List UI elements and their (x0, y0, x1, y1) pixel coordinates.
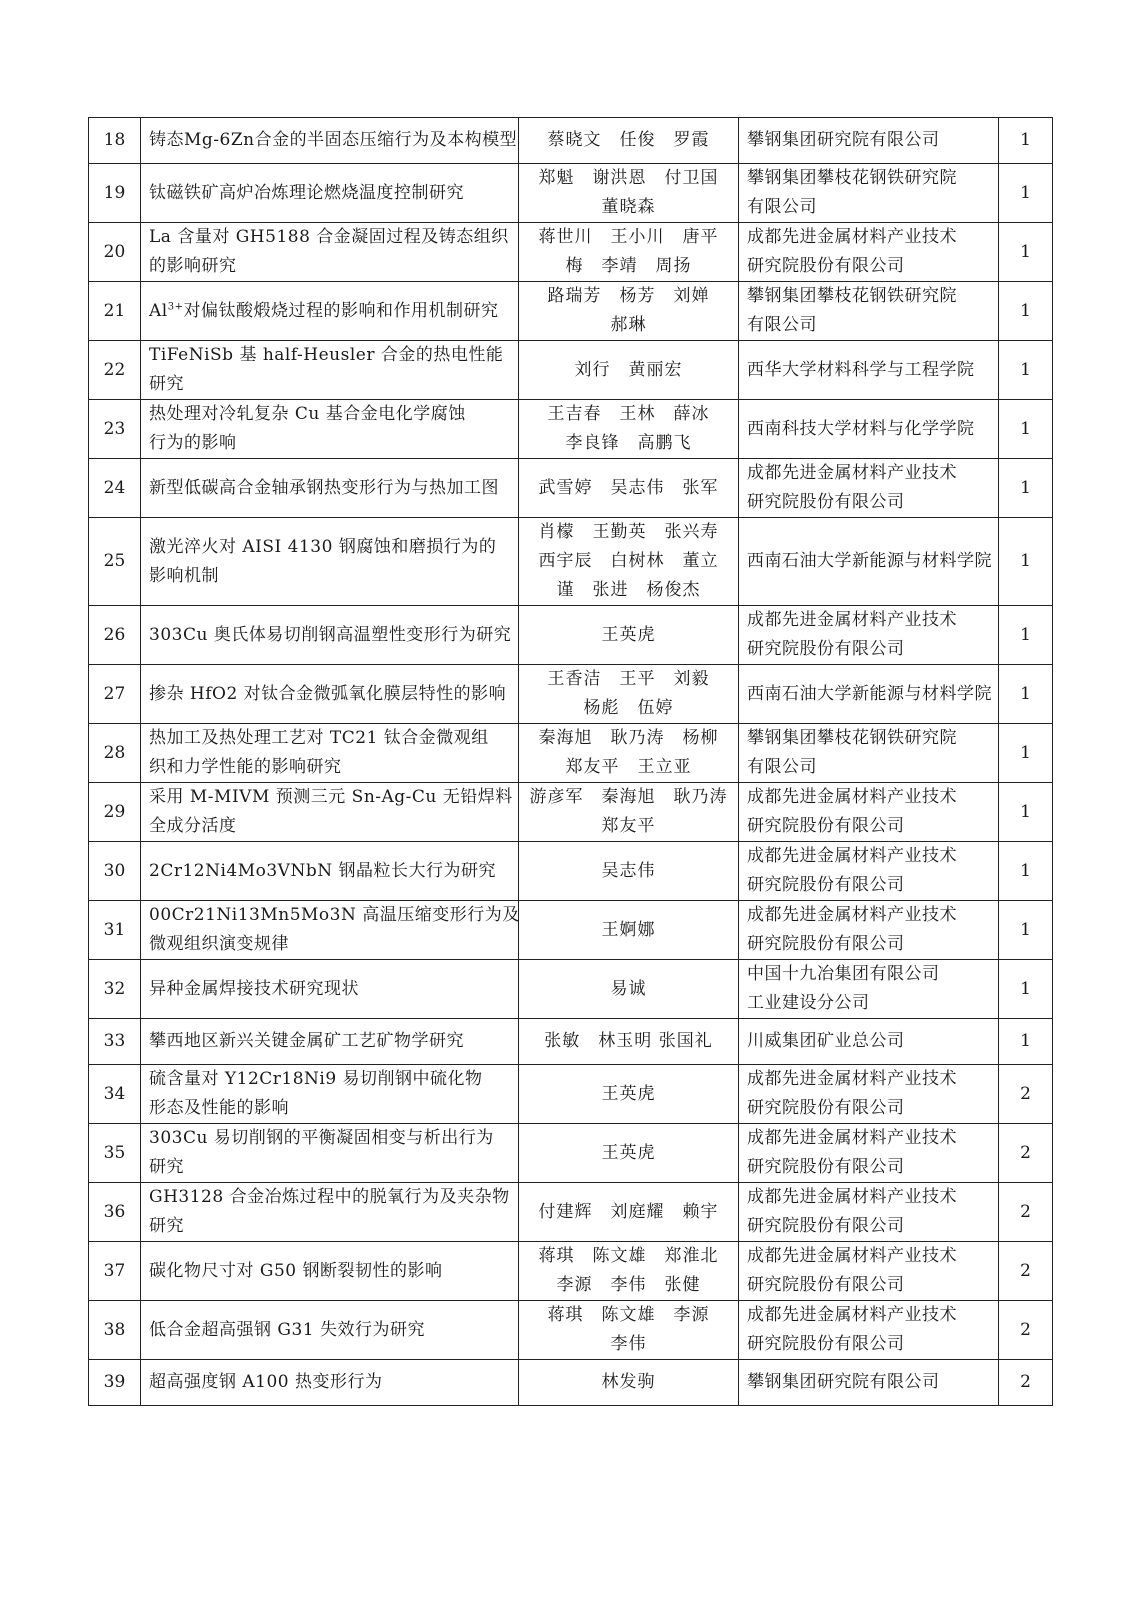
paper-title-line: 超高强度钢 A100 热变形行为 (149, 1372, 383, 1392)
paper-title (141, 282, 519, 341)
paper-title (141, 724, 519, 783)
paper-authors-line: 吴志伟 (601, 860, 656, 881)
row-number: 31 (89, 901, 141, 960)
paper-organization-line: 成都先进金属材料产业技术 (747, 787, 957, 807)
paper-organization-line: 攀钢集团研究院有限公司 (747, 1372, 940, 1392)
table-row (89, 1360, 1053, 1406)
table-row (89, 606, 1053, 665)
paper-title-line: 行为的影响 (149, 433, 237, 453)
row-number: 33 (89, 1019, 141, 1065)
row-number: 35 (89, 1124, 141, 1183)
table-row (89, 1124, 1053, 1183)
paper-organization-line: 攀钢集团攀枝花钢铁研究院 (747, 286, 957, 306)
paper-title-line: 微观组织演变规律 (149, 934, 289, 954)
paper-organization (739, 223, 999, 282)
paper-title-line: 低合金超高强钢 G31 失效行为研究 (149, 1319, 426, 1340)
table-row (89, 518, 1053, 606)
paper-count: 1 (999, 783, 1053, 842)
row-number: 26 (89, 606, 141, 665)
paper-title (141, 1019, 519, 1065)
paper-authors-line: 林发驹 (601, 1372, 656, 1392)
paper-organization (739, 724, 999, 783)
paper-title (141, 960, 519, 1019)
paper-title (141, 459, 519, 518)
paper-organization (739, 400, 999, 459)
paper-count: 1 (999, 223, 1053, 282)
paper-authors-line: 李源 李伟 张健 (556, 1275, 701, 1295)
paper-organization (739, 1301, 999, 1360)
paper-organization (739, 606, 999, 665)
paper-authors-line: 李良锋 高鹏飞 (565, 433, 692, 453)
paper-organization (739, 783, 999, 842)
paper-organization (739, 842, 999, 901)
paper-authors-line: 王香洁 王平 刘毅 (547, 669, 710, 689)
paper-authors-line: 秦海旭 耿乃涛 杨柳 (538, 728, 719, 748)
table-row (89, 1019, 1053, 1065)
paper-authors (519, 1019, 739, 1065)
paper-organization (739, 901, 999, 960)
paper-count: 1 (999, 164, 1053, 223)
paper-count: 1 (999, 518, 1053, 606)
paper-organization-line: 研究院股份有限公司 (747, 256, 905, 276)
table-row (89, 282, 1053, 341)
papers-table-body (89, 118, 1053, 1406)
paper-organization-line: 研究院股份有限公司 (747, 816, 905, 836)
paper-organization (739, 164, 999, 223)
row-number: 37 (89, 1242, 141, 1301)
paper-authors-line: 蔡晓文 任俊 罗霞 (547, 130, 710, 150)
paper-title-line: 303Cu 奥氏体易切削钢高温塑性变形行为研究 (149, 624, 512, 645)
paper-count: 1 (999, 341, 1053, 400)
row-number: 38 (89, 1301, 141, 1360)
paper-organization-line: 成都先进金属材料产业技术 (747, 1246, 957, 1266)
table-row (89, 783, 1053, 842)
paper-authors (519, 1183, 739, 1242)
paper-title-line (149, 297, 510, 326)
paper-title-line: 00Cr21Ni13Mn5Mo3N 高温压缩变形行为及 (149, 905, 520, 925)
paper-organization-line: 研究院股份有限公司 (747, 1216, 905, 1236)
paper-authors-line: 蒋琪 陈文雄 郑淮北 (538, 1246, 719, 1266)
paper-organization-line: 成都先进金属材料产业技术 (747, 610, 957, 630)
paper-authors (519, 1301, 739, 1360)
paper-title-line: 全成分活度 (149, 816, 237, 836)
paper-authors-line: 付建辉 刘庭耀 赖宇 (538, 1201, 719, 1222)
paper-title (141, 518, 519, 606)
paper-organization-line: 川威集团矿业总公司 (747, 1031, 905, 1051)
paper-count: 1 (999, 400, 1053, 459)
paper-count: 1 (999, 282, 1053, 341)
paper-organization (739, 1242, 999, 1301)
paper-title (141, 901, 519, 960)
paper-organization (739, 1065, 999, 1124)
row-number: 18 (89, 118, 141, 164)
table-row (89, 1065, 1053, 1124)
paper-organization (739, 665, 999, 724)
paper-authors (519, 400, 739, 459)
paper-authors-line: 王吉春 王林 薛冰 (547, 404, 710, 424)
paper-authors-line: 杨彪 伍婷 (583, 698, 674, 718)
paper-organization-line: 研究院股份有限公司 (747, 1334, 905, 1354)
paper-count: 1 (999, 724, 1053, 783)
row-number: 21 (89, 282, 141, 341)
paper-title-line: 2Cr12Ni4Mo3VNbN 钢晶粒长大行为研究 (149, 860, 496, 881)
paper-authors-line: 刘行 黄丽宏 (574, 359, 683, 380)
paper-title (141, 1065, 519, 1124)
paper-organization (739, 518, 999, 606)
paper-title-superscript: 3+ (167, 300, 184, 312)
paper-authors-line: 游彦军 秦海旭 耿乃涛 (529, 787, 728, 807)
paper-organization-line: 研究院股份有限公司 (747, 1098, 905, 1118)
paper-title-line: 碳化物尺寸对 G50 钢断裂韧性的影响 (149, 1260, 443, 1281)
paper-title-line: La 含量对 GH5188 合金凝固过程及铸态组织 (149, 227, 509, 247)
paper-organization-line: 成都先进金属材料产业技术 (747, 1128, 957, 1148)
paper-organization (739, 1019, 999, 1065)
table-row (89, 459, 1053, 518)
paper-authors-line: 董晓森 (601, 197, 656, 217)
paper-organization-line: 有限公司 (747, 197, 817, 217)
paper-authors-line: 武雪婷 吴志伟 张军 (538, 477, 719, 498)
paper-title-line: 热加工及热处理工艺对 TC21 钛合金微观组 (149, 728, 489, 748)
paper-organization-line: 成都先进金属材料产业技术 (747, 1305, 957, 1325)
paper-authors (519, 1360, 739, 1406)
paper-authors-line: 谨 张进 杨俊杰 (556, 580, 701, 600)
paper-organization-line: 研究院股份有限公司 (747, 492, 905, 512)
paper-title (141, 223, 519, 282)
paper-title-line: 织和力学性能的影响研究 (149, 757, 342, 777)
paper-title-line: 的影响研究 (149, 256, 237, 276)
papers-table (88, 117, 1053, 1406)
paper-organization-line: 攀钢集团研究院有限公司 (747, 130, 940, 150)
paper-title-line: 激光淬火对 AISI 4130 钢腐蚀和磨损行为的 (149, 536, 497, 557)
paper-organization-line: 成都先进金属材料产业技术 (747, 846, 957, 866)
paper-organization-line: 研究院股份有限公司 (747, 1275, 905, 1295)
paper-authors-line: 易诚 (610, 978, 647, 999)
paper-organization-line: 研究院股份有限公司 (747, 875, 905, 895)
row-number: 20 (89, 223, 141, 282)
paper-count: 2 (999, 1301, 1053, 1360)
paper-authors-line: 王英虎 (601, 1083, 656, 1104)
row-number: 29 (89, 783, 141, 842)
paper-title-line: 新型低碳高合金轴承钢热变形行为与热加工图 (149, 477, 499, 498)
table-row (89, 1242, 1053, 1301)
row-number: 39 (89, 1360, 141, 1406)
paper-authors (519, 901, 739, 960)
paper-title-line: 铸态Mg-6Zn合金的半固态压缩行为及本构模型 (149, 130, 518, 150)
table-row (89, 901, 1053, 960)
paper-title-part: Al (149, 300, 168, 321)
paper-organization (739, 282, 999, 341)
paper-title (141, 1183, 519, 1242)
paper-title (141, 842, 519, 901)
row-number: 34 (89, 1065, 141, 1124)
paper-title-line: 硫含量对 Y12Cr18Ni9 易切削钢中硫化物 (149, 1069, 483, 1089)
row-number: 23 (89, 400, 141, 459)
paper-count: 2 (999, 1183, 1053, 1242)
paper-organization (739, 1183, 999, 1242)
row-number: 24 (89, 459, 141, 518)
paper-organization-line: 成都先进金属材料产业技术 (747, 463, 957, 483)
paper-authors (519, 459, 739, 518)
paper-title-line: 研究 (149, 1157, 184, 1177)
table-row (89, 724, 1053, 783)
row-number: 19 (89, 164, 141, 223)
paper-title-line: 研究 (149, 1216, 184, 1236)
paper-title-part: 对偏钛酸煅烧过程的影响和作用机制研究 (183, 300, 499, 321)
paper-authors (519, 282, 739, 341)
paper-authors (519, 960, 739, 1019)
paper-organization (739, 1124, 999, 1183)
paper-authors-line: 蒋世川 王小川 唐平 (538, 227, 719, 247)
paper-title (141, 1301, 519, 1360)
paper-count: 1 (999, 901, 1053, 960)
paper-organization-line: 成都先进金属材料产业技术 (747, 1069, 957, 1089)
paper-title (141, 400, 519, 459)
paper-authors-line: 张敏 林玉明 张国礼 (544, 1031, 713, 1051)
paper-count: 2 (999, 1242, 1053, 1301)
paper-authors (519, 1065, 739, 1124)
paper-count: 1 (999, 459, 1053, 518)
paper-title (141, 341, 519, 400)
paper-title (141, 783, 519, 842)
paper-authors-line: 梅 李靖 周扬 (565, 256, 692, 276)
paper-organization (739, 960, 999, 1019)
paper-title (141, 1360, 519, 1406)
paper-count: 2 (999, 1124, 1053, 1183)
row-number: 22 (89, 341, 141, 400)
paper-organization-line: 攀钢集团攀枝花钢铁研究院 (747, 728, 957, 748)
paper-count: 1 (999, 842, 1053, 901)
row-number: 36 (89, 1183, 141, 1242)
paper-authors (519, 518, 739, 606)
paper-title-line: 303Cu 易切削钢的平衡凝固相变与析出行为 (149, 1128, 494, 1148)
paper-title-line: 形态及性能的影响 (149, 1098, 289, 1118)
paper-organization-line: 攀钢集团攀枝花钢铁研究院 (747, 168, 957, 188)
paper-title-line: 研究 (149, 374, 184, 394)
paper-organization-line: 工业建设分公司 (747, 993, 870, 1013)
paper-authors (519, 842, 739, 901)
paper-title (141, 118, 519, 164)
paper-count: 2 (999, 1360, 1053, 1406)
paper-authors-line: 蒋琪 陈文雄 李源 (547, 1305, 710, 1325)
table-row (89, 223, 1053, 282)
paper-count: 1 (999, 1019, 1053, 1065)
paper-title-line: 热处理对冷轧复杂 Cu 基合金电化学腐蚀 (149, 404, 466, 424)
paper-organization-line: 西华大学材料科学与工程学院 (747, 359, 975, 380)
paper-authors-line: 肖檬 王勤英 张兴寿 (538, 522, 719, 542)
paper-title (141, 164, 519, 223)
paper-organization-line: 有限公司 (747, 757, 817, 777)
paper-authors (519, 606, 739, 665)
paper-title-line: GH3128 合金冶炼过程中的脱氧行为及夹杂物 (149, 1187, 510, 1207)
paper-authors-line: 郝琳 (610, 315, 647, 335)
paper-authors-line: 路瑞芳 杨芳 刘婵 (547, 286, 710, 306)
paper-title (141, 1124, 519, 1183)
paper-authors-line: 王英虎 (601, 624, 656, 645)
paper-organization (739, 341, 999, 400)
paper-authors-line: 郑友平 (601, 816, 656, 836)
row-number: 28 (89, 724, 141, 783)
paper-organization-line: 有限公司 (747, 315, 817, 335)
paper-organization-line: 成都先进金属材料产业技术 (747, 227, 957, 247)
paper-organization-line: 西南石油大学新能源与材料学院 (747, 683, 992, 704)
paper-count: 1 (999, 606, 1053, 665)
paper-authors (519, 341, 739, 400)
paper-organization (739, 1360, 999, 1406)
paper-authors (519, 665, 739, 724)
table-row (89, 1301, 1053, 1360)
paper-organization-line: 西南科技大学材料与化学学院 (747, 418, 975, 439)
paper-organization-line: 研究院股份有限公司 (747, 639, 905, 659)
paper-authors-line: 西宇辰 白树林 董立 (538, 551, 719, 571)
paper-authors (519, 164, 739, 223)
table-row (89, 400, 1053, 459)
table-row (89, 164, 1053, 223)
paper-authors (519, 118, 739, 164)
paper-organization (739, 118, 999, 164)
paper-title (141, 1242, 519, 1301)
table-row (89, 665, 1053, 724)
paper-title-line: 攀西地区新兴关键金属矿工艺矿物学研究 (149, 1031, 464, 1051)
paper-title-line: 钛磁铁矿高炉冶炼理论燃烧温度控制研究 (149, 182, 464, 203)
row-number: 32 (89, 960, 141, 1019)
row-number: 30 (89, 842, 141, 901)
paper-organization-line: 研究院股份有限公司 (747, 934, 905, 954)
paper-organization-line: 中国十九冶集团有限公司 (747, 964, 940, 984)
paper-authors (519, 1124, 739, 1183)
table-row (89, 960, 1053, 1019)
row-number: 25 (89, 518, 141, 606)
paper-organization-line: 研究院股份有限公司 (747, 1157, 905, 1177)
table-row (89, 842, 1053, 901)
paper-count: 1 (999, 960, 1053, 1019)
paper-title-line: TiFeNiSb 基 half-Heusler 合金的热电性能 (149, 345, 504, 365)
paper-title-line: 掺杂 HfO2 对钛合金微弧氧化膜层特性的影响 (149, 683, 507, 704)
paper-authors-line: 郑友平 王立亚 (565, 757, 692, 777)
paper-authors-line: 王英虎 (601, 1142, 656, 1163)
paper-organization-line: 西南石油大学新能源与材料学院 (747, 551, 992, 571)
paper-authors-line: 郑魁 谢洪恩 付卫国 (538, 168, 719, 188)
paper-title (141, 665, 519, 724)
paper-title-line: 影响机制 (149, 565, 219, 586)
paper-title-line: 异种金属焊接技术研究现状 (149, 978, 359, 999)
paper-title-line: 采用 M-MIVM 预测三元 Sn-Ag-Cu 无铅焊料 (149, 787, 513, 807)
paper-organization (739, 459, 999, 518)
table-row (89, 1183, 1053, 1242)
paper-authors-line: 王婀娜 (601, 919, 656, 940)
paper-authors-line: 李伟 (610, 1334, 647, 1354)
table-row (89, 341, 1053, 400)
paper-authors (519, 724, 739, 783)
paper-authors (519, 783, 739, 842)
row-number: 27 (89, 665, 141, 724)
table-row (89, 118, 1053, 164)
paper-organization-line: 成都先进金属材料产业技术 (747, 905, 957, 925)
paper-count: 2 (999, 1065, 1053, 1124)
paper-count: 1 (999, 118, 1053, 164)
paper-organization-line: 成都先进金属材料产业技术 (747, 1187, 957, 1207)
paper-title (141, 606, 519, 665)
paper-count: 1 (999, 665, 1053, 724)
paper-authors (519, 223, 739, 282)
paper-authors (519, 1242, 739, 1301)
